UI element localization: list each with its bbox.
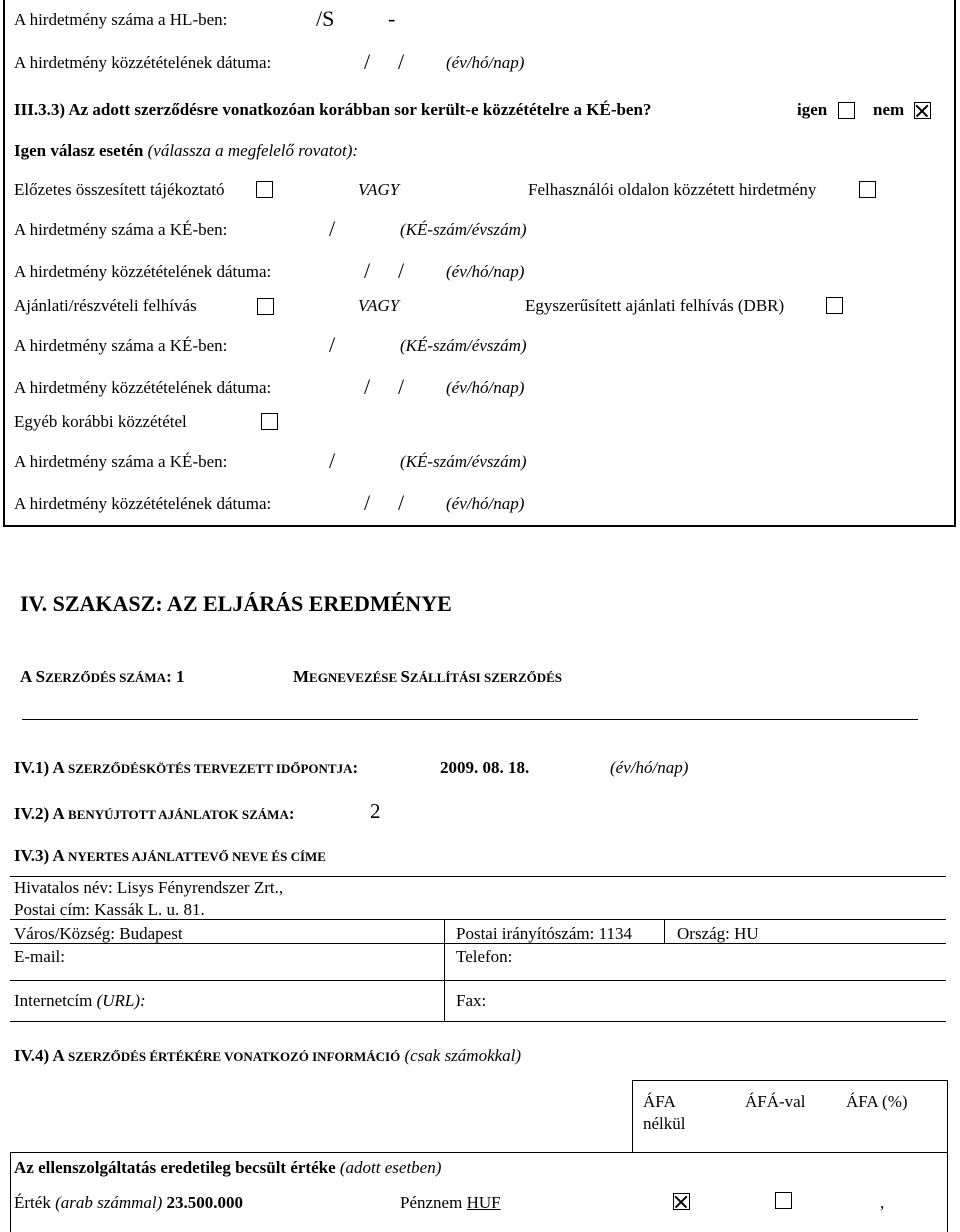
winner-row-line-1 <box>10 919 946 920</box>
iv3-num: IV.3) <box>14 846 53 865</box>
hl-number-label: A hirdetmény száma a HL-ben: <box>14 10 228 29</box>
winner-fax-label: Fax: <box>456 991 487 1010</box>
iv2-rest: BENYÚJTOTT AJÁNLATOK SZÁMA <box>68 807 289 822</box>
hl-date-slash-1: / <box>364 49 371 74</box>
date-label-1: A hirdetmény közzétételének dátuma: <box>14 262 272 281</box>
col-vat-pct: ÁFA (%) <box>846 1092 908 1111</box>
no-label: nem <box>873 100 905 119</box>
vat-pct-value: , <box>880 1193 885 1212</box>
date-hint-3: (év/hó/nap) <box>446 494 525 513</box>
winner-zip: Postai irányítószám: 1134 <box>456 924 632 943</box>
if-yes-instruction <box>14 141 358 161</box>
value-table-header-bottom <box>10 1152 948 1153</box>
iv4-num: IV.4) <box>14 1046 53 1065</box>
iv3-a: A <box>52 846 69 865</box>
opt2-checkbox[interactable] <box>859 181 876 198</box>
estimate-label <box>14 1158 441 1178</box>
winner-table-top <box>10 876 946 877</box>
currency-value: HUF <box>466 1193 501 1212</box>
value-amount: 23.500.000 <box>166 1193 244 1212</box>
contract-name <box>293 667 562 687</box>
iv2-label <box>14 804 295 824</box>
iv1-label <box>14 758 358 778</box>
or-label-1: VAGY <box>358 180 400 199</box>
ke-number-label-1: A hirdetmény száma a KÉ-ben: <box>14 220 228 239</box>
date-hint-1: (év/hó/nap) <box>446 262 525 281</box>
winner-name: Hivatalos név: Lisys Fényrendszer Zrt., <box>14 878 284 897</box>
ke-number-label-2: A hirdetmény száma a KÉ-ben: <box>14 336 228 355</box>
col-without-vat-2: nélkül <box>643 1114 686 1133</box>
iv2-num: IV.2) <box>14 804 53 823</box>
contract-number <box>20 667 184 687</box>
value-row <box>14 1193 243 1213</box>
iv1-value: 2009. 08. 18. <box>440 758 530 777</box>
date-slash-3b: / <box>398 490 405 515</box>
estimate-hint: (adott esetben) <box>339 1158 442 1177</box>
date-slash-1a: / <box>364 258 371 283</box>
winner-col-line-2 <box>664 919 665 943</box>
iv3-label <box>14 846 326 866</box>
ke-number-label-3: A hirdetmény száma a KÉ-ben: <box>14 452 228 471</box>
winner-country: Ország: HU <box>677 924 759 943</box>
ke-slash-3: / <box>329 448 336 473</box>
opt2-label: Felhasználói oldalon közzétett hirdetmény <box>528 180 817 199</box>
iv2-value: 2 <box>370 799 381 823</box>
iv1-num: IV.1) <box>14 758 53 777</box>
contract-no-a: A <box>20 667 36 686</box>
hl-number-dash: - <box>388 6 396 31</box>
iv1-rest: SZERZŐDÉSKÖTÉS TERVEZETT IDŐPONTJA <box>68 761 353 776</box>
ke-number-hint-1: (KÉ-szám/évszám) <box>400 220 527 239</box>
iv4-a: A <box>52 1046 69 1065</box>
contract-name-rest1: EGNEVEZÉSE <box>309 670 401 685</box>
opt1-checkbox[interactable] <box>256 181 273 198</box>
iii33-question: III.3.3) Az adott szerződésre vonatkozóan korábban sor került-e közzétételre a KÉ-ben? <box>14 100 652 119</box>
opt5-label: Egyéb korábbi közzététel <box>14 412 187 431</box>
ke-slash-2: / <box>329 332 336 357</box>
winner-phone-label: Telefon: <box>456 947 513 966</box>
col-with-vat: ÁFÁ-val <box>745 1092 806 1111</box>
winner-row-line-3 <box>10 980 946 981</box>
value-table-left <box>632 1080 633 1152</box>
contract-no-rest: ZERZŐDÉS SZÁMA <box>45 670 167 685</box>
date-hint-2: (év/hó/nap) <box>446 378 525 397</box>
winner-col-line-1 <box>444 919 445 1021</box>
iv3-rest2: NEVE ÉS CÍME <box>228 849 326 864</box>
date-slash-1b: / <box>398 258 405 283</box>
iv1-colon: : <box>352 758 359 777</box>
winner-row-line-2 <box>10 943 946 944</box>
winner-address: Postai cím: Kassák L. u. 81. <box>14 900 205 919</box>
hl-date-slash-2: / <box>398 49 405 74</box>
winner-url <box>14 991 146 1011</box>
iv4-label <box>14 1046 521 1066</box>
currency-row <box>400 1193 501 1213</box>
value-table-outer-left <box>10 1152 11 1232</box>
iv3-rest1: NYERTES AJÁNLATTEVŐ <box>68 849 229 864</box>
value-table-right <box>947 1080 948 1232</box>
iv1-a: A <box>52 758 69 777</box>
yes-label: igen <box>797 100 828 119</box>
section-iv-heading: IV. SZAKASZ: AZ ELJÁRÁS EREDMÉNYE <box>20 591 452 616</box>
date-slash-2b: / <box>398 374 405 399</box>
divider-line <box>22 719 918 720</box>
contract-name-s: S <box>400 667 410 686</box>
hl-date-label: A hirdetmény közzétételének dátuma: <box>14 53 272 72</box>
date-label-3: A hirdetmény közzétételének dátuma: <box>14 494 272 513</box>
if-yes-italic: (válassza a megfelelő rovatot): <box>147 141 359 160</box>
opt5-checkbox[interactable] <box>261 413 278 430</box>
ke-slash-1: / <box>329 216 336 241</box>
iv4-rest1: SZERZŐDÉS ÉRTÉKÉRE VONATKOZÓ INFORMÁCIÓ <box>68 1049 401 1064</box>
hl-number-value: /S <box>316 6 335 31</box>
value-label: Érték <box>14 1193 51 1212</box>
iv2-colon: : <box>288 804 295 823</box>
estimate-bold: Az ellenszolgáltatás eredetileg becsült értéke <box>14 1158 336 1177</box>
opt3-checkbox[interactable] <box>257 298 274 315</box>
with-vat-checkbox[interactable] <box>775 1192 792 1209</box>
winner-url-label: Internetcím <box>14 991 93 1010</box>
date-slash-2a: / <box>364 374 371 399</box>
date-slash-3a: / <box>364 490 371 515</box>
contract-name-m: M <box>293 667 310 686</box>
opt1-label: Előzetes összesített tájékoztató <box>14 180 225 199</box>
contract-no-s: S <box>35 667 46 686</box>
iv4-hint: (csak számokkal) <box>404 1046 522 1065</box>
date-label-2: A hirdetmény közzétételének dátuma: <box>14 378 272 397</box>
contract-no-value: : 1 <box>166 667 185 686</box>
winner-url-hint: (URL): <box>96 991 146 1010</box>
iv1-hint: (év/hó/nap) <box>610 758 689 777</box>
ke-number-hint-3: (KÉ-szám/évszám) <box>400 452 527 471</box>
winner-email-label: E-mail: <box>14 947 65 966</box>
opt3-label: Ajánlati/részvételi felhívás <box>14 296 197 315</box>
or-label-2: VAGY <box>358 296 400 315</box>
currency-label: Pénznem <box>400 1193 463 1212</box>
hl-date-hint: (év/hó/nap) <box>446 53 525 72</box>
without-vat-checkbox[interactable] <box>673 1193 690 1210</box>
value-hint: (arab számmal) <box>55 1193 163 1212</box>
winner-city: Város/Község: Budapest <box>14 924 183 943</box>
ke-number-hint-2: (KÉ-szám/évszám) <box>400 336 527 355</box>
opt4-checkbox[interactable] <box>826 297 843 314</box>
opt4-label: Egyszerűsített ajánlati felhívás (DBR) <box>525 296 785 315</box>
col-without-vat: ÁFA <box>643 1092 676 1111</box>
no-checkbox[interactable] <box>914 102 931 119</box>
iv2-a: A <box>52 804 69 823</box>
value-table-top <box>632 1080 948 1081</box>
winner-table-bottom <box>10 1021 946 1022</box>
contract-name-rest2: ZÁLLÍTÁSI SZERZŐDÉS <box>409 670 563 685</box>
yes-checkbox[interactable] <box>838 102 855 119</box>
if-yes-bold: Igen válasz esetén <box>14 141 144 160</box>
